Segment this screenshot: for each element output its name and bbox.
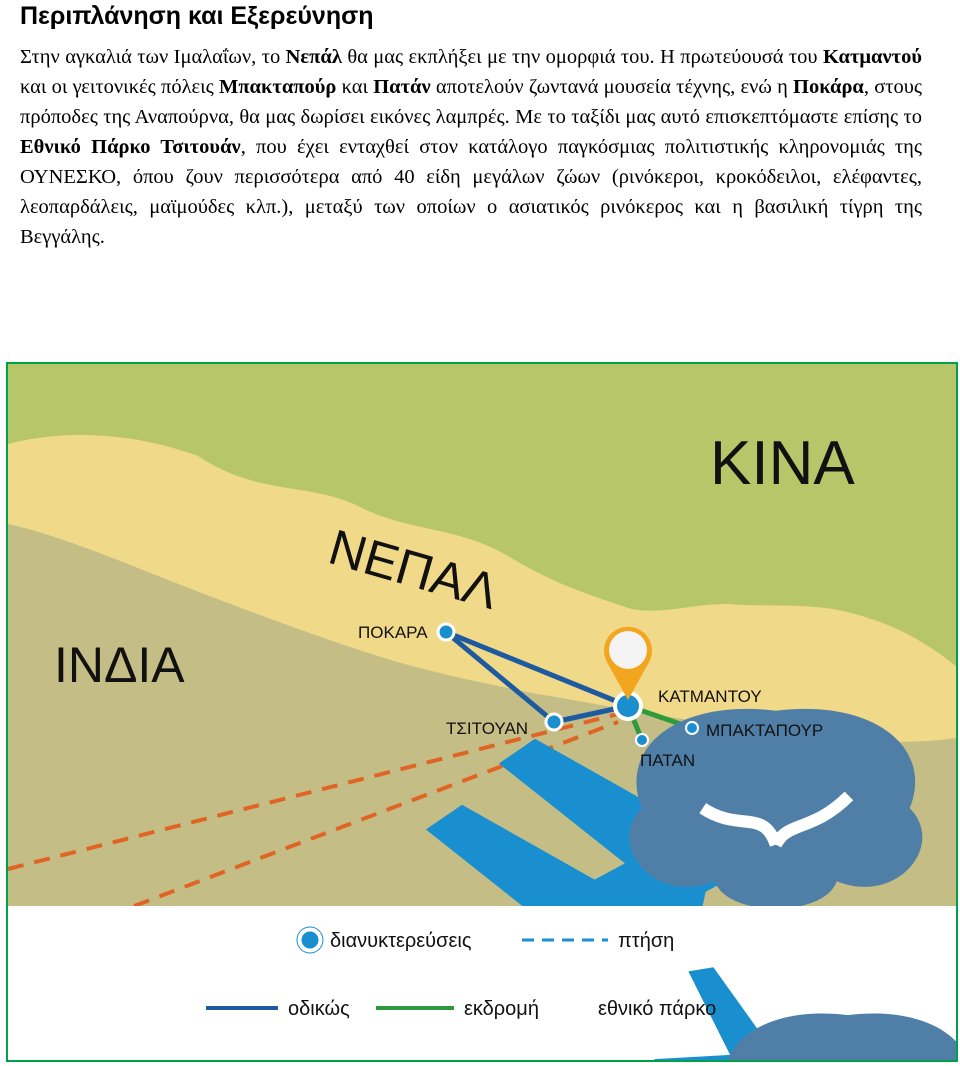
page-heading: Περιπλάνηση και Εξερεύνηση (20, 2, 374, 30)
legend-overnight-marker (300, 930, 320, 950)
intro-bold-nepal: Νεπάλ (285, 46, 342, 68)
pokhara-label: ΠΟΚΑΡΑ (358, 623, 428, 642)
bhaktapur-marker (686, 722, 698, 734)
intro-bold-chitwan: Εθνικό Πάρκο Τσιτουάν (20, 136, 241, 158)
intro-paragraph (20, 42, 922, 252)
legend-national-park-label: εθνικό πάρκο (598, 998, 717, 1020)
legend-road-label: οδικώς (288, 998, 350, 1020)
kathmandu-label: ΚΑΤΜΑΝΤΟΥ (658, 687, 762, 706)
route-map (6, 362, 958, 1062)
bhaktapur-label: ΜΠΑΚΤΑΠΟΥΡ (706, 721, 824, 740)
legend-overnight-label: διανυκτερεύσεις (330, 930, 472, 952)
intro-text: θα μας εκπλήξει με την ομορφιά του. Η πρωτεύουσά του (341, 46, 823, 68)
intro-text: , που έχει ενταχθεί στον κατάλογο παγκόσμιας πολιτιστικής κληρονομιάς της ΟΥΝΕΣΚΟ, όπου ζουν περισσότερα από 40 είδη μεγάλων ζώων (ρινόκεροι, κροκόδειλοι, ελέφαντες, λεοπαρδάλεις, μαϊμούδες κλπ.), μεταξύ των οποίων ο ασιατικός ρινόκερος και η βασιλική τίγρη της Βεγγάλης. (20, 136, 923, 248)
intro-text: αποτελούν ζωντανά μουσεία τέχνης, ενώ η (430, 76, 794, 98)
intro-bold-bhaktapur: Μπακταπούρ (218, 76, 337, 98)
india-label: ΙΝΔΙΑ (54, 637, 185, 693)
intro-text: και (336, 76, 374, 98)
map-canvas (8, 364, 956, 1060)
patan-marker (636, 734, 648, 746)
intro-bold-kathmandu: Κατμαντού (822, 46, 922, 68)
patan-label: ΠΑΤΑΝ (640, 751, 696, 770)
legend-flight-label: πτήση (618, 930, 675, 952)
intro-text: και οι γειτονικές πόλεις (20, 76, 219, 98)
nepal-label: ΝΕΠΑΛ (322, 518, 505, 621)
intro-bold-patan: Πατάν (373, 76, 431, 98)
intro-text: , στους πρόποδες της Αναπούρνα, θα μας δωρίσει εικόνες λαμπρές. Με το ταξίδι μας αυτό επισκεπτόμαστε επίσης το (20, 76, 923, 128)
intro-bold-pokhara: Ποκάρα (793, 76, 864, 98)
pokhara-marker (438, 624, 454, 640)
intro-text: Στην αγκαλιά των Ιμαλαΐων, το (20, 46, 286, 68)
china-label: ΚΙΝΑ (710, 429, 855, 498)
chitwan-label: ΤΣΙΤΟΥΑΝ (446, 719, 529, 738)
legend-excursion-label: εκδρομή (464, 998, 539, 1020)
chitwan-marker (546, 714, 562, 730)
